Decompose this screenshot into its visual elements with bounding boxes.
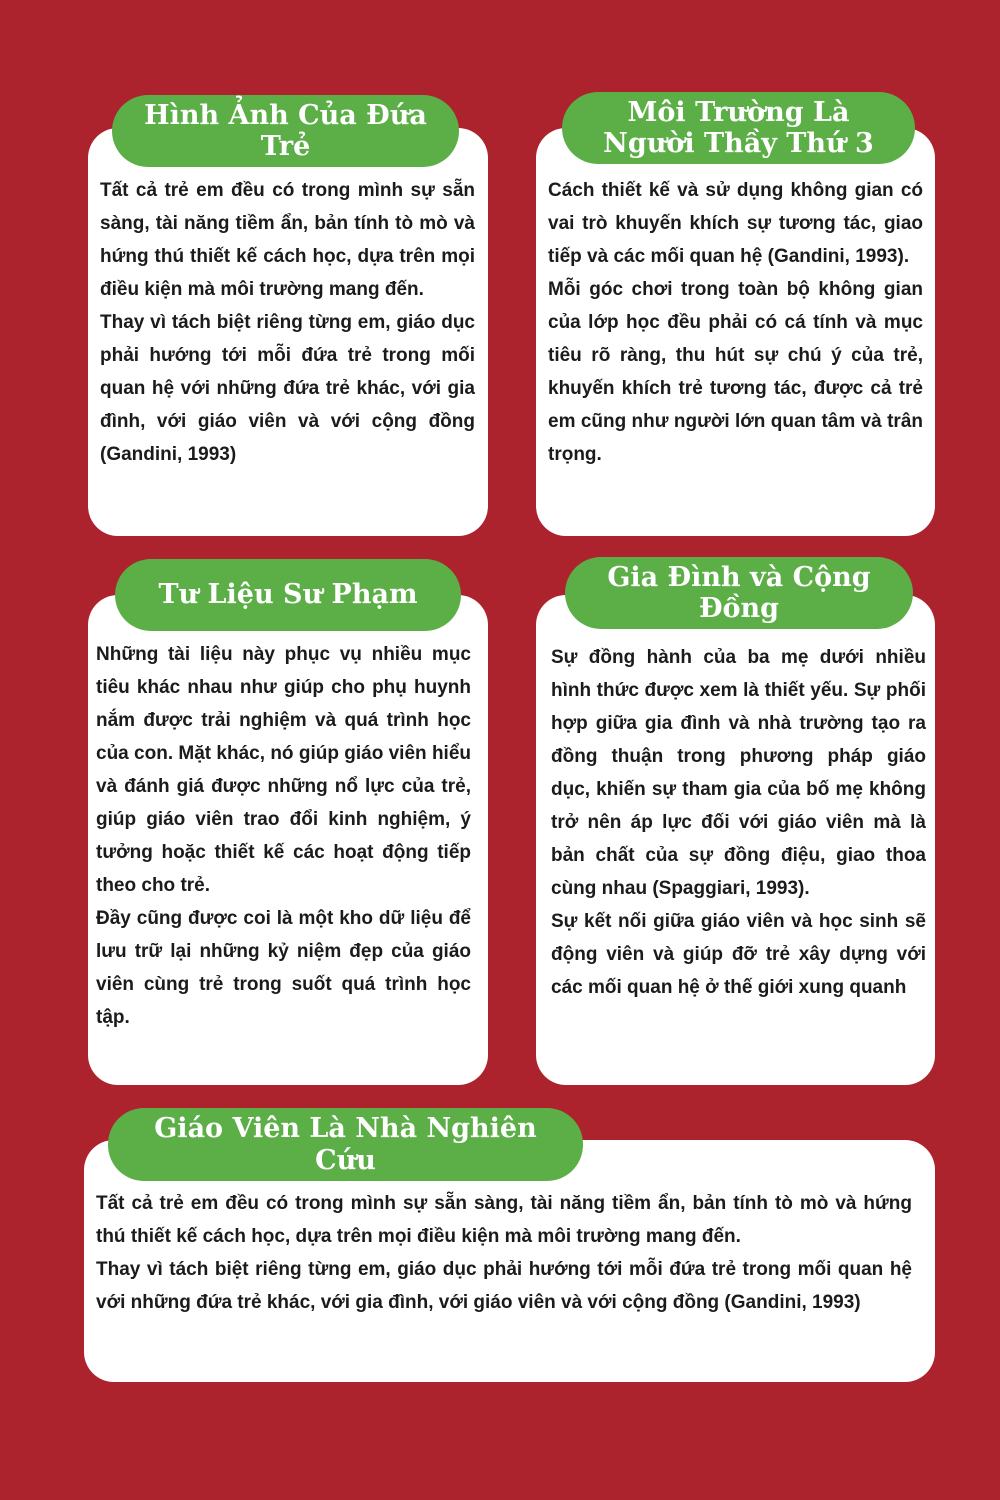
paragraph: Tất cả trẻ em đều có trong mình sự sẵn sàng, tài năng tiềm ẩn, bản tính tò mò và hứng thú thiết kế cách học, dựa trên mọi điều kiện mà môi trường mang đến. xyxy=(96,1193,912,1247)
title-environment: Môi Trường Là Người Thầy Thứ 3 xyxy=(562,92,915,164)
title-child-image: Hình Ảnh Của Đứa Trẻ xyxy=(112,95,459,167)
paragraph: Sự đồng hành của ba mẹ dưới nhiều hình thức được xem là thiết yếu. Sự phối hợp giữa gia đình và nhà trường tạo ra đồng thuận trong phương pháp giáo dục, khiến sự tham gia của bố mẹ không trở nên áp lực đối với giáo viên mà là bản chất của sự đồng điệu, giao thoa cùng nhau (Spaggiari, 1993). xyxy=(551,647,926,899)
paragraph: Sự kết nối giữa giáo viên và học sinh sẽ động viên và giúp đỡ trẻ xây dựng với các mối quan hệ ở thế giới xung quanh xyxy=(551,911,926,998)
text-teacher-researcher xyxy=(96,1187,912,1319)
paragraph: Cách thiết kế và sử dụng không gian có vai trò khuyến khích sự tương tác, giao tiếp và các mối quan hệ (Gandini, 1993). xyxy=(548,180,923,267)
title-family-community: Gia Đình và Cộng Đồng xyxy=(565,557,913,629)
text-family-community xyxy=(551,641,926,1004)
paragraph: Những tài liệu này phục vụ nhiều mục tiêu khác nhau như giúp cho phụ huynh nắm được trải nghiệm và quá trình học của con. Mặt khác, nó giúp giáo viên hiểu và đánh giá được những nổ lực của trẻ, giúp giáo viên trao đổi kinh nghiệm, ý tưởng hoặc thiết kế các hoạt động tiếp theo cho trẻ. xyxy=(96,644,471,896)
text-child-image xyxy=(100,174,475,471)
paragraph: Tất cả trẻ em đều có trong mình sự sẵn sàng, tài năng tiềm ẩn, bản tính tò mò và hứng thú thiết kế cách học, dựa trên mọi điều kiện mà môi trường mang đến. xyxy=(100,180,475,300)
text-environment xyxy=(548,174,923,471)
paragraph: Thay vì tách biệt riêng từng em, giáo dục phải hướng tới mỗi đứa trẻ trong mối quan hệ với những đứa trẻ khác, với gia đình, với giáo viên và với cộng đồng (Gandini, 1993) xyxy=(100,312,475,465)
title-teacher-researcher: Giáo Viên Là Nhà Nghiên Cứu xyxy=(108,1108,583,1181)
text-pedagogical-documents xyxy=(96,638,471,1034)
title-pedagogical-documents: Tư Liệu Sư Phạm xyxy=(115,559,461,631)
paragraph: Đầy cũng được coi là một kho dữ liệu để lưu trữ lại những kỷ niệm đẹp của giáo viên cùng trẻ trong suốt quá trình học tập. xyxy=(96,908,471,1028)
paragraph: Thay vì tách biệt riêng từng em, giáo dục phải hướng tới mỗi đứa trẻ trong mối quan hệ với những đứa trẻ khác, với gia đình, với giáo viên và với cộng đồng (Gandini, 1993) xyxy=(96,1259,912,1313)
paragraph: Mỗi góc chơi trong toàn bộ không gian của lớp học đều phải có cá tính và mục tiêu rõ ràng, thu hút sự chú ý của trẻ, khuyến khích trẻ tương tác, được cả trẻ em cũng như người lớn quan tâm và trân trọng. xyxy=(548,279,923,465)
